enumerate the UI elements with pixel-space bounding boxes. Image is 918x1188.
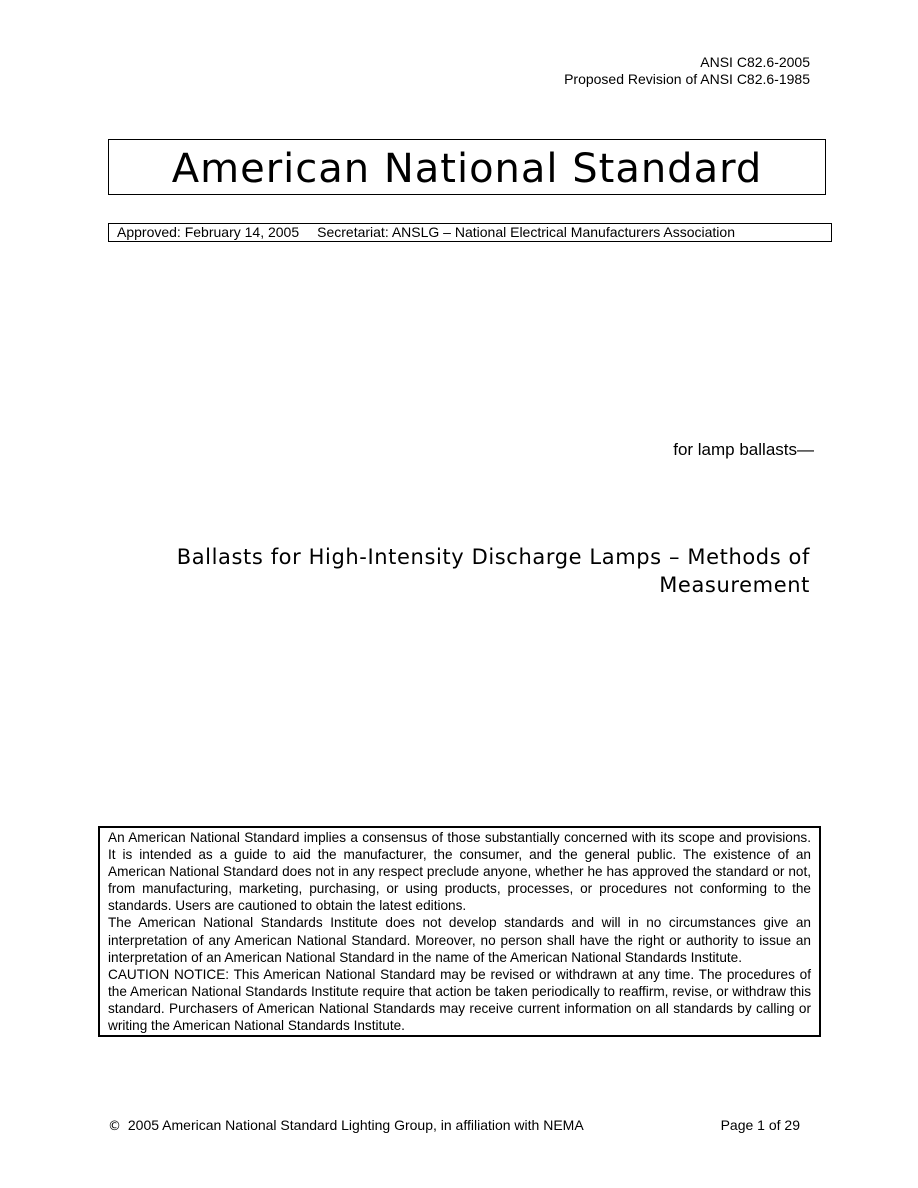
document-title: American National Standard: [171, 146, 763, 192]
notice-paragraph-2: The American National Standards Institute does not develop standards and will in no circumstances give an interpretation of any American National Standard. Moreover, no person shall have the right or authority to issue an interpretation of an American National Standard in the name of the American National Standards Institute.: [108, 915, 811, 965]
standard-id: ANSI C82.6-2005: [700, 54, 810, 70]
notice-paragraph-3: CAUTION NOTICE: This American National Standard may be revised or withdrawn at any time. The procedures of the American National Standards Institute require that action be taken periodically to reaffirm, revise, or withdraw this standard. Purchasers of American National Standards may receive current information on all standards by calling or writing the American National Standards Institute.: [108, 966, 811, 1034]
secretariat: Secretariat: ANSLG – National Electrical Manufacturers Association: [317, 224, 735, 240]
document-subtitle: Ballasts for High-Intensity Discharge Lamps – Methods of Measurement: [176, 545, 810, 597]
page-number: Page 1 of 29: [720, 1117, 800, 1133]
title-box: [108, 139, 826, 195]
document-header: [564, 54, 810, 88]
copyright-icon: ©: [108, 1119, 121, 1134]
approval-date: Approved: February 14, 2005: [117, 224, 300, 240]
notice-box: [98, 826, 821, 1037]
copyright-text: 2005 American National Standard Lighting Group, in affiliation with NEMA: [127, 1117, 584, 1133]
revision-note: Proposed Revision of ANSI C82.6-1985: [564, 71, 810, 87]
notice-paragraph-1: An American National Standard implies a consensus of those substantially concerned with its scope and provisions. It is intended as a guide to aid the manufacturer, the consumer, and the general public. The existence of an American National Standard does not in any respect preclude anyone, whether he has approved the standard or not, from manufacturing, marketing, purchasing, or using products, processes, or procedures not conforming to the standards. Users are cautioned to obtain the latest editions.: [108, 830, 811, 914]
category-label: for lamp ballasts—: [673, 440, 814, 459]
approval-box: [108, 223, 832, 242]
copyright-notice: [108, 1117, 584, 1135]
